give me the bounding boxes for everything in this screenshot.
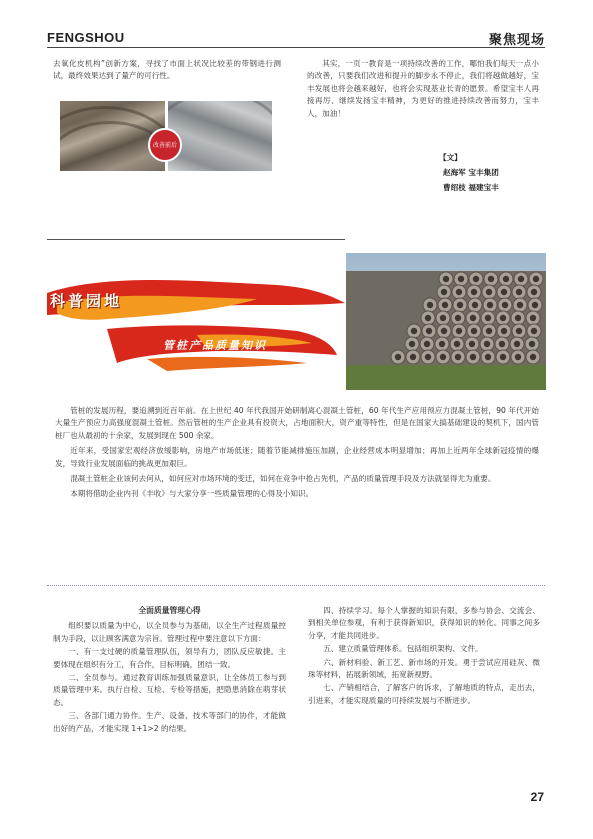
- pipe-hole: [439, 341, 445, 347]
- article-paragraph: 组织要以质量为中心，以全员参与为基础，以全生产过程质量控制为手段，以让顾客满意为宗旨。管理过程中要注意以下方面：: [53, 621, 286, 643]
- pipe-hole: [485, 315, 491, 321]
- pipe-hole: [457, 302, 463, 308]
- section-subtitle: 管桩产品质量知识: [163, 339, 267, 352]
- article-subtitle: 全面质量管理心得: [138, 606, 201, 615]
- article-left-column: [53, 605, 286, 736]
- pipe-hole: [530, 354, 536, 360]
- pipe-hole: [503, 276, 509, 282]
- pipe-hole: [470, 354, 476, 360]
- coil-shape: [168, 101, 273, 171]
- pipe-hole: [456, 289, 462, 295]
- pipe-hole: [426, 328, 432, 334]
- pipe-hole: [443, 276, 449, 282]
- intro-paragraph: 管桩的发展历程，要追溯到近百年前。在上世纪 40 年代我国开始研制离心混凝土管桩，60 年代生产应用预应力混凝土管桩，90 年代开始大量生产预应力高强度混凝土管桩。然后管桩的生产企业具有投资大，占地面积大，资产重等特性，但是在国家大搞基础建设的契机下，国内管桩厂也从最初的十余家，发展到现在 500 余家。: [55, 406, 539, 440]
- top-left-text: [53, 58, 281, 84]
- section-rule: [47, 239, 345, 240]
- pipe-hole: [484, 341, 490, 347]
- pipe-hole: [411, 328, 417, 334]
- article-paragraph: 二、全员参与。通过教育训练加强质量意识，让全体员工参与到质量管理中来。执行自检、互检、专检等措施，把隐患消除在萌芽状态。: [53, 673, 286, 707]
- pipe-hole: [410, 354, 416, 360]
- pipe-hole: [471, 289, 477, 295]
- pipe-hole: [485, 354, 491, 360]
- brush-stroke-banner: [47, 263, 347, 393]
- pipe-hole: [517, 302, 523, 308]
- pipe-hole: [455, 354, 461, 360]
- article-paragraph: 四、持续学习。每个人掌握的知识有限，多参与协会、交流会、到相关单位参观，有利于获得新知识，获得知识的转化。同事之间多分享，才能共同进步。: [308, 606, 540, 640]
- pipe-hole: [500, 354, 506, 360]
- pipe-hole: [424, 341, 430, 347]
- article-paragraph: 一、有一支过硬的质量管理队伍，领导有力，团队反应敏捷。主要体现在组织有分工，有合作，目标明确，团结一致。: [53, 647, 286, 669]
- top-left-paragraph: 去氧化皮机构”创新方案，寻找了市面上状况比较差的带钢进行测试，最终效果达到了量产的可行性。: [53, 59, 281, 81]
- pipe-hole: [427, 302, 433, 308]
- pipe-hole: [486, 328, 492, 334]
- pipe-hole: [499, 341, 505, 347]
- pipe-hole: [470, 315, 476, 321]
- pipe-hole: [454, 341, 460, 347]
- pipe-hole: [471, 328, 477, 334]
- pipe-hole: [531, 328, 537, 334]
- top-right-paragraph: 其实，一页一教育是一项持续改善的工作，哪怕我们每天一点小的改善，只要我们改进和提升的脚步永不停止，我们将越做越好，宝丰发展也将会越来越好，也将会实现基业长青的愿景。希望宝丰人再接再厉、继续发扬宝丰精神，为更好的推进持续改善而努力，宝丰人，加油！: [307, 59, 539, 118]
- intro-paragraph: 近年来，受国家宏观经济放缓影响，房地产市场低迷；随着节能减排施压加剧，企业经营成本明显增加；再加上近两年全球新冠疫情的爆发，导致行业发展面临的挑战更加艰巨。: [55, 446, 539, 468]
- pipe-hole: [409, 341, 415, 347]
- article-paragraph: 七、产销相结合，了解客户的诉求，了解地质的特点，走出去，引进来，才能实现质量的可持续发展与不断进步。: [308, 683, 540, 705]
- pipe-hole: [501, 289, 507, 295]
- top-right-text: [307, 58, 539, 121]
- author-credit: [439, 150, 499, 195]
- page-number: 27: [530, 790, 544, 804]
- section-title: 科普园地: [50, 292, 123, 310]
- pipe-hole: [530, 315, 536, 321]
- article-paragraph: 三、各部门通力协作。生产、设备、技术等部门的协作，才能做出好的产品，才能实现 1+1>2 的结果。: [53, 711, 286, 733]
- pipe-hole: [515, 315, 521, 321]
- pipe-hole: [488, 276, 494, 282]
- pipe-hole: [456, 328, 462, 334]
- pipe-hole: [455, 315, 461, 321]
- dotted-divider: [47, 585, 545, 586]
- credit-line: 赵海军 宝丰集团: [443, 168, 499, 177]
- photo-after: [168, 101, 273, 171]
- article-paragraph: 五、建立质量管理体系。包括组织架构、文件。: [323, 644, 483, 654]
- pipe-hole: [395, 354, 401, 360]
- pipe-hole: [442, 302, 448, 308]
- pipe-hole: [469, 341, 475, 347]
- article-paragraph: 六、新材料验、新工艺、新市场的开发。勇于尝试应用硅灰、微珠等材料，拓展新领域，拓宽新视野。: [308, 657, 540, 680]
- pipe-hole: [440, 315, 446, 321]
- pipe-hole: [440, 354, 446, 360]
- magazine-name: FENGSHOU: [47, 30, 125, 45]
- pipe-hole: [516, 289, 522, 295]
- column-title: 聚焦现场: [488, 33, 545, 48]
- pipe-hole: [487, 302, 493, 308]
- pipe-hole: [514, 341, 520, 347]
- pipe-pile-photo: [346, 253, 546, 390]
- pipe-hole: [515, 354, 521, 360]
- pipe-hole: [501, 328, 507, 334]
- pipe-hole: [472, 302, 478, 308]
- pipe-hole: [441, 289, 447, 295]
- article-right-column: [308, 605, 540, 708]
- pipe-hole: [458, 276, 464, 282]
- intro-paragraph: 混凝土管桩企业该何去何从，如何应对市场环境的变迁，如何在竞争中抢占先机，产品的质量管理手段及方法就显得尤为重要。: [70, 474, 496, 484]
- pipe-hole: [518, 276, 524, 282]
- pipe-hole: [500, 315, 506, 321]
- pipe-hole: [486, 289, 492, 295]
- pipe-hole: [532, 302, 538, 308]
- pipe-hole: [473, 276, 479, 282]
- pipe-hole: [502, 302, 508, 308]
- pipe-hole: [441, 328, 447, 334]
- pipe-hole: [425, 354, 431, 360]
- photo-before: [60, 101, 165, 171]
- comparison-photos: [60, 101, 272, 171]
- header-rule: [47, 47, 545, 48]
- credit-line: 曹绍枝 福建宝丰: [443, 183, 499, 192]
- pipe-hole: [529, 341, 535, 347]
- credit-label: 【文】: [439, 153, 462, 162]
- intro-paragraph: 本期将借助企业内刊《丰收》与大家分享一些质量管理的心得及小知识。: [70, 489, 314, 499]
- pipe-hole: [516, 328, 522, 334]
- pipe-hole: [533, 276, 539, 282]
- before-after-seal: 改善前后: [148, 128, 182, 162]
- pipe-hole: [425, 315, 431, 321]
- intro-text: [55, 405, 539, 504]
- pipe-hole: [531, 289, 537, 295]
